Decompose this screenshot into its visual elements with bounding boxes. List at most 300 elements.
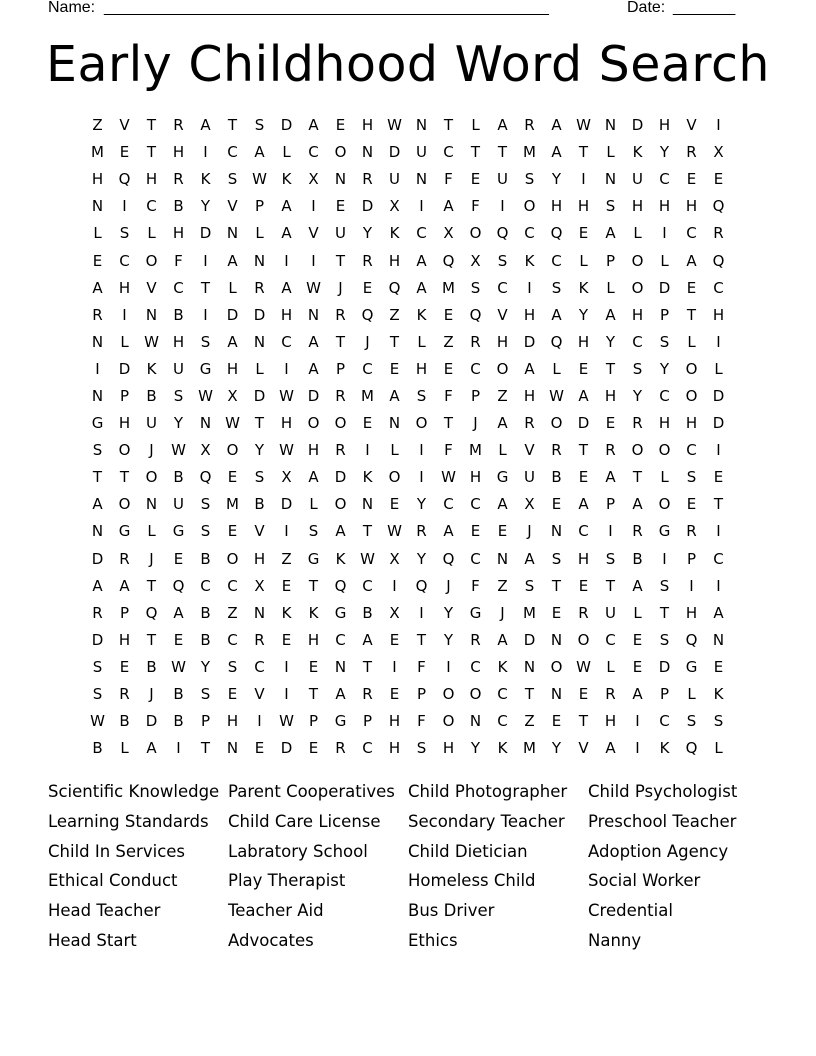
grid-letter[interactable]: Q (685, 739, 698, 758)
grid-letter[interactable]: I (689, 576, 694, 595)
grid-letter[interactable]: G (334, 603, 347, 622)
grid-letter[interactable]: M (226, 495, 239, 514)
grid-letter[interactable]: R (254, 278, 265, 297)
grid-letter[interactable]: R (686, 522, 697, 541)
grid-letter[interactable]: E (92, 251, 103, 270)
grid-letter[interactable]: Y (551, 170, 562, 189)
grid-letter[interactable]: U (146, 414, 157, 433)
grid-letter[interactable]: N (550, 522, 563, 541)
grid-letter[interactable]: T (146, 116, 157, 135)
grid-letter[interactable]: A (632, 495, 643, 514)
grid-letter[interactable]: Y (254, 441, 265, 460)
grid-letter[interactable]: A (551, 305, 562, 324)
grid-letter[interactable]: V (254, 522, 265, 541)
grid-letter[interactable]: T (200, 278, 211, 297)
grid-letter[interactable]: I (365, 441, 370, 460)
grid-letter[interactable]: I (311, 197, 316, 216)
grid-letter[interactable]: C (713, 278, 724, 297)
grid-letter[interactable]: H (550, 197, 563, 216)
grid-letter[interactable]: O (658, 495, 671, 514)
grid-letter[interactable]: N (604, 170, 617, 189)
grid-letter[interactable]: T (308, 685, 319, 704)
grid-letter[interactable]: S (605, 197, 616, 216)
grid-letter[interactable]: N (91, 197, 104, 216)
grid-letter[interactable]: D (712, 414, 725, 433)
grid-letter[interactable]: K (281, 603, 292, 622)
grid-letter[interactable]: J (149, 549, 154, 568)
grid-letter[interactable]: R (92, 603, 103, 622)
grid-letter[interactable]: P (335, 359, 346, 378)
grid-letter[interactable]: A (308, 116, 319, 135)
grid-letter[interactable]: V (254, 685, 265, 704)
grid-letter[interactable]: L (498, 441, 507, 460)
grid-letter[interactable]: A (281, 278, 292, 297)
grid-letter[interactable]: C (632, 332, 643, 351)
grid-letter[interactable]: O (118, 441, 131, 460)
grid-letter[interactable]: G (91, 414, 104, 433)
grid-letter[interactable]: U (605, 603, 616, 622)
grid-letter[interactable]: N (334, 170, 347, 189)
grid-letter[interactable]: F (417, 712, 426, 731)
grid-letter[interactable]: T (227, 116, 238, 135)
grid-letter[interactable]: K (200, 170, 211, 189)
grid-letter[interactable]: N (91, 522, 104, 541)
grid-letter[interactable]: T (632, 468, 643, 487)
grid-letter[interactable]: R (632, 522, 643, 541)
grid-letter[interactable]: S (524, 170, 535, 189)
grid-letter[interactable]: Q (550, 332, 563, 351)
grid-letter[interactable]: B (173, 712, 184, 731)
grid-letter[interactable]: S (551, 278, 562, 297)
grid-letter[interactable]: E (227, 468, 238, 487)
grid-letter[interactable]: Z (281, 549, 292, 568)
grid-letter[interactable]: C (443, 143, 454, 162)
grid-letter[interactable]: C (470, 549, 481, 568)
grid-letter[interactable]: Q (712, 251, 725, 270)
grid-letter[interactable]: C (605, 630, 616, 649)
grid-letter[interactable]: A (200, 116, 211, 135)
grid-letter[interactable]: L (552, 359, 561, 378)
grid-letter[interactable]: K (659, 739, 670, 758)
grid-letter[interactable]: K (335, 549, 346, 568)
grid-letter[interactable]: H (415, 359, 428, 378)
grid-letter[interactable]: D (361, 197, 374, 216)
grid-letter[interactable]: S (200, 495, 211, 514)
grid-letter[interactable]: V (146, 278, 157, 297)
grid-letter[interactable]: T (335, 251, 346, 270)
grid-letter[interactable]: B (362, 603, 373, 622)
grid-letter[interactable]: L (714, 359, 723, 378)
grid-letter[interactable]: O (226, 549, 239, 568)
grid-letter[interactable]: W (387, 522, 402, 541)
grid-letter[interactable]: W (279, 712, 294, 731)
grid-letter[interactable]: T (335, 332, 346, 351)
grid-letter[interactable]: T (200, 739, 211, 758)
grid-letter[interactable]: D (118, 359, 131, 378)
grid-letter[interactable]: L (147, 522, 156, 541)
grid-letter[interactable]: I (419, 603, 424, 622)
grid-letter[interactable]: A (443, 522, 454, 541)
grid-letter[interactable]: Y (632, 386, 643, 405)
grid-letter[interactable]: H (631, 197, 644, 216)
grid-letter[interactable]: O (685, 386, 698, 405)
grid-letter[interactable]: Y (173, 414, 184, 433)
grid-letter[interactable]: C (281, 332, 292, 351)
grid-letter[interactable]: H (145, 170, 158, 189)
grid-letter[interactable]: Q (172, 576, 185, 595)
grid-letter[interactable]: E (578, 359, 589, 378)
grid-letter[interactable]: W (387, 116, 402, 135)
grid-letter[interactable]: C (308, 143, 319, 162)
grid-letter[interactable]: E (389, 685, 400, 704)
grid-letter[interactable]: H (172, 332, 185, 351)
grid-letter[interactable]: R (416, 522, 427, 541)
grid-letter[interactable]: V (524, 441, 535, 460)
grid-letter[interactable]: T (578, 143, 589, 162)
grid-letter[interactable]: L (255, 359, 264, 378)
grid-letter[interactable]: A (632, 576, 643, 595)
grid-letter[interactable]: N (334, 657, 347, 676)
grid-letter[interactable]: P (659, 685, 670, 704)
grid-letter[interactable]: E (254, 739, 265, 758)
grid-letter[interactable]: T (416, 630, 427, 649)
date-field[interactable]: _______ (673, 0, 736, 16)
grid-letter[interactable]: I (662, 549, 667, 568)
grid-letter[interactable]: A (605, 468, 616, 487)
grid-letter[interactable]: B (200, 630, 211, 649)
grid-letter[interactable]: F (174, 251, 183, 270)
grid-letter[interactable]: H (604, 386, 617, 405)
grid-letter[interactable]: L (606, 278, 615, 297)
grid-letter[interactable]: O (550, 414, 563, 433)
grid-letter[interactable]: E (551, 495, 562, 514)
grid-letter[interactable]: B (173, 305, 184, 324)
grid-letter[interactable]: E (578, 685, 589, 704)
grid-letter[interactable]: E (470, 170, 481, 189)
grid-letter[interactable]: T (443, 414, 454, 433)
grid-letter[interactable]: G (496, 468, 509, 487)
grid-letter[interactable]: W (549, 386, 564, 405)
grid-letter[interactable]: A (713, 603, 724, 622)
grid-letter[interactable]: H (118, 630, 131, 649)
grid-letter[interactable]: S (551, 549, 562, 568)
grid-letter[interactable]: P (200, 712, 211, 731)
grid-letter[interactable]: B (146, 657, 157, 676)
grid-letter[interactable]: H (118, 278, 131, 297)
grid-letter[interactable]: M (91, 143, 104, 162)
grid-letter[interactable]: W (144, 332, 159, 351)
grid-letter[interactable]: S (119, 224, 130, 243)
grid-letter[interactable]: Q (712, 197, 725, 216)
grid-letter[interactable]: O (631, 251, 644, 270)
grid-letter[interactable]: S (416, 739, 427, 758)
grid-letter[interactable]: E (605, 414, 616, 433)
grid-letter[interactable]: S (713, 712, 724, 731)
grid-letter[interactable]: J (500, 603, 505, 622)
grid-letter[interactable]: O (334, 414, 347, 433)
grid-letter[interactable]: A (578, 386, 589, 405)
grid-letter[interactable]: C (362, 359, 373, 378)
grid-letter[interactable]: H (523, 305, 536, 324)
grid-letter[interactable]: S (308, 522, 319, 541)
grid-letter[interactable]: C (686, 224, 697, 243)
grid-letter[interactable]: A (416, 251, 427, 270)
grid-letter[interactable]: N (496, 549, 509, 568)
grid-letter[interactable]: O (307, 414, 320, 433)
grid-letter[interactable]: T (605, 576, 616, 595)
grid-letter[interactable]: S (524, 576, 535, 595)
grid-letter[interactable]: A (605, 739, 616, 758)
grid-letter[interactable]: V (578, 739, 589, 758)
grid-letter[interactable]: E (227, 522, 238, 541)
grid-letter[interactable]: O (631, 441, 644, 460)
grid-letter[interactable]: O (334, 143, 347, 162)
grid-letter[interactable]: A (146, 739, 157, 758)
grid-letter[interactable]: I (284, 359, 289, 378)
grid-letter[interactable]: H (280, 414, 293, 433)
grid-letter[interactable]: N (199, 414, 212, 433)
grid-letter[interactable]: Y (659, 359, 670, 378)
grid-letter[interactable]: C (227, 630, 238, 649)
grid-letter[interactable]: C (443, 495, 454, 514)
grid-letter[interactable]: K (632, 143, 643, 162)
grid-letter[interactable]: Q (118, 170, 131, 189)
grid-letter[interactable]: Q (469, 305, 482, 324)
grid-letter[interactable]: N (415, 116, 428, 135)
grid-letter[interactable]: Y (443, 603, 454, 622)
grid-letter[interactable]: Q (334, 576, 347, 595)
grid-letter[interactable]: T (524, 685, 535, 704)
grid-letter[interactable]: P (119, 603, 130, 622)
grid-letter[interactable]: O (685, 359, 698, 378)
grid-letter[interactable]: R (578, 603, 589, 622)
grid-letter[interactable]: U (524, 468, 535, 487)
grid-letter[interactable]: L (228, 278, 237, 297)
grid-letter[interactable]: X (713, 143, 724, 162)
grid-letter[interactable]: N (550, 685, 563, 704)
grid-letter[interactable]: A (281, 197, 292, 216)
grid-letter[interactable]: W (171, 657, 186, 676)
grid-letter[interactable]: I (635, 739, 640, 758)
grid-letter[interactable]: W (576, 657, 591, 676)
grid-letter[interactable]: O (145, 468, 158, 487)
grid-letter[interactable]: D (253, 386, 266, 405)
grid-letter[interactable]: Y (578, 305, 589, 324)
grid-letter[interactable]: C (335, 630, 346, 649)
grid-letter[interactable]: I (122, 305, 127, 324)
grid-letter[interactable]: K (362, 468, 373, 487)
grid-letter[interactable]: Q (442, 251, 455, 270)
grid-letter[interactable]: D (226, 305, 239, 324)
grid-letter[interactable]: Y (605, 332, 616, 351)
grid-letter[interactable]: S (254, 116, 265, 135)
grid-letter[interactable]: X (470, 251, 481, 270)
grid-letter[interactable]: A (524, 359, 535, 378)
grid-letter[interactable]: H (361, 116, 374, 135)
grid-letter[interactable]: L (633, 224, 642, 243)
grid-letter[interactable]: I (716, 116, 721, 135)
grid-letter[interactable]: E (173, 630, 184, 649)
grid-letter[interactable]: D (280, 116, 293, 135)
grid-letter[interactable]: R (362, 251, 373, 270)
grid-letter[interactable]: X (389, 603, 400, 622)
grid-letter[interactable]: Y (551, 739, 562, 758)
grid-letter[interactable]: S (497, 251, 508, 270)
grid-letter[interactable]: W (90, 712, 105, 731)
grid-letter[interactable]: O (631, 278, 644, 297)
grid-letter[interactable]: N (145, 495, 158, 514)
grid-letter[interactable]: R (605, 685, 616, 704)
grid-letter[interactable]: N (361, 143, 374, 162)
grid-letter[interactable]: C (659, 170, 670, 189)
grid-letter[interactable]: L (687, 685, 696, 704)
grid-letter[interactable]: A (335, 685, 346, 704)
grid-letter[interactable]: T (254, 414, 265, 433)
grid-letter[interactable]: I (581, 170, 586, 189)
grid-letter[interactable]: S (200, 522, 211, 541)
grid-letter[interactable]: W (171, 441, 186, 460)
grid-letter[interactable]: E (551, 603, 562, 622)
grid-letter[interactable]: L (282, 143, 291, 162)
grid-letter[interactable]: L (417, 332, 426, 351)
grid-letter[interactable]: B (173, 197, 184, 216)
grid-letter[interactable]: D (253, 305, 266, 324)
grid-letter[interactable]: T (119, 468, 130, 487)
grid-letter[interactable]: D (577, 414, 590, 433)
grid-letter[interactable]: H (307, 630, 320, 649)
grid-letter[interactable]: E (281, 630, 292, 649)
grid-letter[interactable]: H (631, 305, 644, 324)
grid-letter[interactable]: P (119, 386, 130, 405)
grid-letter[interactable]: B (200, 549, 211, 568)
grid-letter[interactable]: H (685, 603, 698, 622)
grid-letter[interactable]: O (226, 441, 239, 460)
grid-letter[interactable]: L (390, 441, 399, 460)
grid-letter[interactable]: D (523, 332, 536, 351)
grid-letter[interactable]: C (416, 224, 427, 243)
grid-letter[interactable]: T (470, 143, 481, 162)
grid-letter[interactable]: C (497, 278, 508, 297)
grid-letter[interactable]: E (686, 170, 697, 189)
grid-letter[interactable]: B (254, 495, 265, 514)
grid-letter[interactable]: S (659, 576, 670, 595)
grid-letter[interactable]: I (662, 224, 667, 243)
grid-letter[interactable]: W (576, 116, 591, 135)
grid-letter[interactable]: T (92, 468, 103, 487)
grid-letter[interactable]: I (716, 522, 721, 541)
grid-letter[interactable]: R (605, 441, 616, 460)
grid-letter[interactable]: Y (470, 739, 481, 758)
grid-letter[interactable]: M (442, 278, 455, 297)
grid-letter[interactable]: T (146, 143, 157, 162)
grid-letter[interactable]: E (389, 359, 400, 378)
grid-letter[interactable]: U (335, 224, 346, 243)
grid-letter[interactable]: L (93, 224, 102, 243)
grid-letter[interactable]: I (527, 278, 532, 297)
grid-letter[interactable]: K (497, 657, 508, 676)
grid-letter[interactable]: C (659, 386, 670, 405)
grid-letter[interactable]: I (419, 197, 424, 216)
grid-letter[interactable]: Y (416, 495, 427, 514)
grid-letter[interactable]: I (716, 332, 721, 351)
grid-letter[interactable]: G (658, 522, 671, 541)
grid-letter[interactable]: O (523, 197, 536, 216)
grid-letter[interactable]: E (362, 414, 373, 433)
grid-letter[interactable]: C (659, 712, 670, 731)
grid-letter[interactable]: E (686, 495, 697, 514)
grid-letter[interactable]: P (254, 197, 265, 216)
grid-letter[interactable]: I (95, 359, 100, 378)
grid-letter[interactable]: B (632, 549, 643, 568)
grid-letter[interactable]: C (686, 441, 697, 460)
grid-letter[interactable]: L (606, 143, 615, 162)
grid-letter[interactable]: N (712, 630, 725, 649)
grid-letter[interactable]: A (551, 143, 562, 162)
grid-letter[interactable]: X (254, 576, 265, 595)
grid-letter[interactable]: D (280, 739, 293, 758)
grid-letter[interactable]: D (199, 224, 212, 243)
grid-letter[interactable]: K (497, 739, 508, 758)
grid-letter[interactable]: C (146, 197, 157, 216)
grid-letter[interactable]: C (497, 712, 508, 731)
grid-letter[interactable]: P (470, 386, 481, 405)
grid-letter[interactable]: H (577, 197, 590, 216)
grid-letter[interactable]: K (146, 359, 157, 378)
grid-letter[interactable]: G (334, 712, 347, 731)
grid-letter[interactable]: J (149, 441, 154, 460)
grid-letter[interactable]: L (120, 332, 129, 351)
grid-letter[interactable]: C (578, 522, 589, 541)
grid-letter[interactable]: R (632, 414, 643, 433)
grid-letter[interactable]: H (118, 414, 131, 433)
grid-letter[interactable]: Z (389, 305, 400, 324)
grid-letter[interactable]: X (281, 468, 292, 487)
grid-letter[interactable]: O (577, 630, 590, 649)
grid-letter[interactable]: I (419, 441, 424, 460)
grid-letter[interactable]: L (633, 603, 642, 622)
grid-letter[interactable]: R (254, 630, 265, 649)
grid-letter[interactable]: Q (361, 305, 374, 324)
grid-letter[interactable]: D (280, 495, 293, 514)
grid-letter[interactable]: C (470, 495, 481, 514)
grid-letter[interactable]: T (551, 576, 562, 595)
grid-letter[interactable]: N (226, 739, 239, 758)
grid-letter[interactable]: A (551, 116, 562, 135)
grid-letter[interactable]: N (145, 305, 158, 324)
grid-letter[interactable]: T (578, 712, 589, 731)
grid-letter[interactable]: I (284, 251, 289, 270)
grid-letter[interactable]: C (362, 739, 373, 758)
grid-letter[interactable]: A (497, 414, 508, 433)
grid-letter[interactable]: R (119, 685, 130, 704)
grid-letter[interactable]: B (146, 386, 157, 405)
grid-letter[interactable]: N (253, 603, 266, 622)
grid-letter[interactable]: E (335, 197, 346, 216)
grid-letter[interactable]: A (92, 576, 103, 595)
grid-letter[interactable]: T (362, 657, 373, 676)
grid-letter[interactable]: T (443, 116, 454, 135)
grid-letter[interactable]: T (659, 603, 670, 622)
grid-letter[interactable]: R (119, 549, 130, 568)
grid-letter[interactable]: I (446, 657, 451, 676)
grid-letter[interactable]: F (444, 441, 453, 460)
grid-letter[interactable]: I (284, 522, 289, 541)
grid-letter[interactable]: G (307, 549, 320, 568)
grid-letter[interactable]: W (360, 549, 375, 568)
grid-letter[interactable]: I (419, 468, 424, 487)
grid-letter[interactable]: H (604, 712, 617, 731)
grid-letter[interactable]: R (362, 170, 373, 189)
